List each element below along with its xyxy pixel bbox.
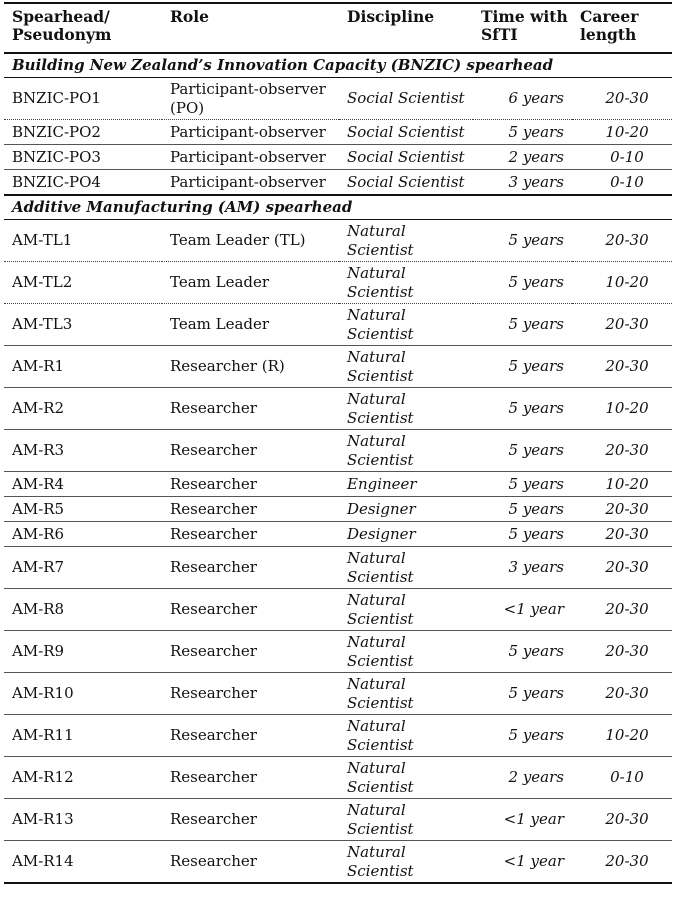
cell-role: Researcher — [170, 642, 257, 660]
cell-discipline: Social Scientist — [347, 172, 465, 191]
table-row — [4, 715, 672, 757]
cell-discipline: Social Scientist — [347, 122, 465, 141]
cell-time: 5 years — [508, 231, 564, 249]
table-row — [4, 757, 672, 799]
cell-time: 5 years — [508, 315, 564, 333]
cell-role: Team Leader — [170, 273, 270, 291]
cell-discipline: Designer — [347, 499, 416, 518]
cell-pseudonym: AM-R1 — [12, 357, 65, 375]
cell-pseudonym: AM-R11 — [12, 726, 74, 744]
cell-discipline: Engineer — [347, 474, 417, 493]
table-row — [4, 304, 672, 346]
cell-time: 3 years — [508, 558, 564, 576]
cell-role: Researcher — [170, 441, 257, 459]
table-row — [4, 220, 672, 262]
cell-pseudonym: AM-R7 — [12, 558, 65, 576]
table-row — [4, 472, 672, 497]
cell-pseudonym: AM-TL1 — [12, 231, 73, 249]
cell-time: 3 years — [508, 172, 564, 191]
cell-career: 20-30 — [605, 600, 649, 618]
cell-time: <1 year — [503, 852, 564, 870]
section-title: Additive Manufacturing (AM) spearhead — [12, 198, 353, 216]
cell-career: 20-30 — [605, 357, 649, 375]
cell-time: 5 years — [508, 524, 564, 543]
cell-pseudonym: BNZIC-PO1 — [12, 89, 101, 107]
cell-pseudonym: BNZIC-PO2 — [12, 122, 101, 141]
section-title: Building New Zealand’s Innovation Capacity (BNZIC) spearhead — [12, 56, 554, 74]
cell-pseudonym: AM-R14 — [12, 852, 74, 870]
header-discipline: Discipline — [347, 7, 435, 26]
cell-career: 20-30 — [605, 499, 649, 518]
cell-role: Researcher — [170, 524, 257, 543]
cell-role: Researcher — [170, 474, 257, 493]
table-row — [4, 799, 672, 841]
cell-role: Researcher — [170, 499, 257, 518]
cell-discipline: Natural Scientist — [347, 263, 414, 301]
cell-career: 20-30 — [605, 642, 649, 660]
cell-discipline: Natural Scientist — [347, 221, 414, 259]
cell-time: 5 years — [508, 642, 564, 660]
cell-pseudonym: AM-R5 — [12, 499, 65, 518]
table-row — [4, 522, 672, 547]
cell-career: 20-30 — [605, 852, 649, 870]
table-row — [4, 170, 672, 196]
table-row — [4, 673, 672, 715]
cell-time: 5 years — [508, 441, 564, 459]
cell-career: 20-30 — [605, 89, 649, 107]
table-row — [4, 631, 672, 673]
cell-discipline: Natural Scientist — [347, 347, 414, 385]
cell-role: Researcher — [170, 810, 257, 828]
cell-time: 2 years — [508, 768, 564, 786]
cell-time: <1 year — [503, 600, 564, 618]
cell-time: 5 years — [508, 726, 564, 744]
cell-role: Participant-observer — [170, 147, 326, 166]
cell-role: Researcher — [170, 558, 257, 576]
cell-role: Researcher — [170, 399, 257, 417]
cell-time: 5 years — [508, 474, 564, 493]
cell-career: 20-30 — [605, 315, 649, 333]
cell-pseudonym: AM-R8 — [12, 600, 65, 618]
cell-time: 5 years — [508, 499, 564, 518]
cell-pseudonym: AM-TL2 — [12, 273, 73, 291]
cell-career: 20-30 — [605, 441, 649, 459]
cell-career: 20-30 — [605, 524, 649, 543]
cell-career: 20-30 — [605, 231, 649, 249]
cell-role: Researcher — [170, 852, 257, 870]
cell-pseudonym: BNZIC-PO3 — [12, 147, 101, 166]
cell-discipline: Natural Scientist — [347, 305, 414, 343]
cell-career: 10-20 — [605, 726, 649, 744]
cell-career: 0-10 — [610, 172, 644, 191]
cell-discipline: Natural Scientist — [347, 431, 414, 469]
table-row — [4, 145, 672, 170]
cell-role: Team Leader — [170, 315, 270, 333]
cell-discipline: Natural Scientist — [347, 548, 414, 586]
table-row — [4, 589, 672, 631]
cell-time: 6 years — [508, 89, 564, 107]
cell-pseudonym: AM-R9 — [12, 642, 65, 660]
cell-pseudonym: AM-R13 — [12, 810, 74, 828]
cell-career: 10-20 — [605, 474, 649, 493]
cell-pseudonym: AM-R3 — [12, 441, 65, 459]
table-row — [4, 262, 672, 304]
cell-discipline: Natural Scientist — [347, 674, 414, 712]
table-row — [4, 78, 672, 120]
table-row — [4, 547, 672, 589]
header-role: Role — [170, 7, 209, 26]
cell-discipline: Natural Scientist — [347, 389, 414, 427]
header-pseudonym: Spearhead/ Pseudonym — [12, 7, 112, 44]
table-row — [4, 430, 672, 472]
table-row — [4, 120, 672, 145]
cell-career: 0-10 — [610, 768, 644, 786]
table-body — [4, 53, 672, 883]
table-row — [4, 497, 672, 522]
header-time: Time with SfTI — [481, 7, 568, 44]
cell-pseudonym: AM-R6 — [12, 524, 65, 543]
header-row — [4, 3, 672, 53]
cell-time: 2 years — [508, 147, 564, 166]
cell-pseudonym: AM-R12 — [12, 768, 74, 786]
cell-time: 5 years — [508, 122, 564, 141]
cell-time: 5 years — [508, 357, 564, 375]
cell-role: Participant-observer — [170, 172, 326, 191]
cell-discipline: Natural Scientist — [347, 842, 414, 880]
cell-pseudonym: AM-R2 — [12, 399, 65, 417]
cell-pseudonym: AM-R4 — [12, 474, 65, 493]
cell-time: 5 years — [508, 273, 564, 291]
cell-career: 20-30 — [605, 810, 649, 828]
cell-role: Researcher — [170, 600, 257, 618]
participants-table — [4, 2, 672, 884]
cell-role: Researcher (R) — [170, 357, 285, 375]
header-career: Career length — [580, 7, 639, 44]
cell-pseudonym: AM-TL3 — [12, 315, 73, 333]
cell-discipline: Natural Scientist — [347, 800, 414, 838]
table-row — [4, 346, 672, 388]
cell-career: 20-30 — [605, 684, 649, 702]
table-row — [4, 841, 672, 884]
table-row — [4, 388, 672, 430]
cell-discipline: Natural Scientist — [347, 716, 414, 754]
cell-discipline: Social Scientist — [347, 89, 465, 107]
cell-role: Participant-observer (PO) — [170, 79, 326, 117]
cell-career: 10-20 — [605, 399, 649, 417]
cell-career: 0-10 — [610, 147, 644, 166]
cell-discipline: Natural Scientist — [347, 632, 414, 670]
cell-pseudonym: BNZIC-PO4 — [12, 172, 101, 191]
cell-role: Researcher — [170, 684, 257, 702]
cell-time: 5 years — [508, 399, 564, 417]
cell-role: Participant-observer — [170, 122, 326, 141]
cell-career: 20-30 — [605, 558, 649, 576]
cell-time: 5 years — [508, 684, 564, 702]
cell-discipline: Designer — [347, 524, 416, 543]
cell-discipline: Natural Scientist — [347, 758, 414, 796]
cell-pseudonym: AM-R10 — [12, 684, 74, 702]
cell-discipline: Natural Scientist — [347, 590, 414, 628]
cell-time: <1 year — [503, 810, 564, 828]
cell-role: Researcher — [170, 726, 257, 744]
section-header-row — [4, 53, 672, 78]
cell-discipline: Social Scientist — [347, 147, 465, 166]
cell-career: 10-20 — [605, 273, 649, 291]
cell-role: Team Leader (TL) — [170, 231, 306, 249]
cell-role: Researcher — [170, 768, 257, 786]
section-header-row — [4, 195, 672, 220]
cell-career: 10-20 — [605, 122, 649, 141]
